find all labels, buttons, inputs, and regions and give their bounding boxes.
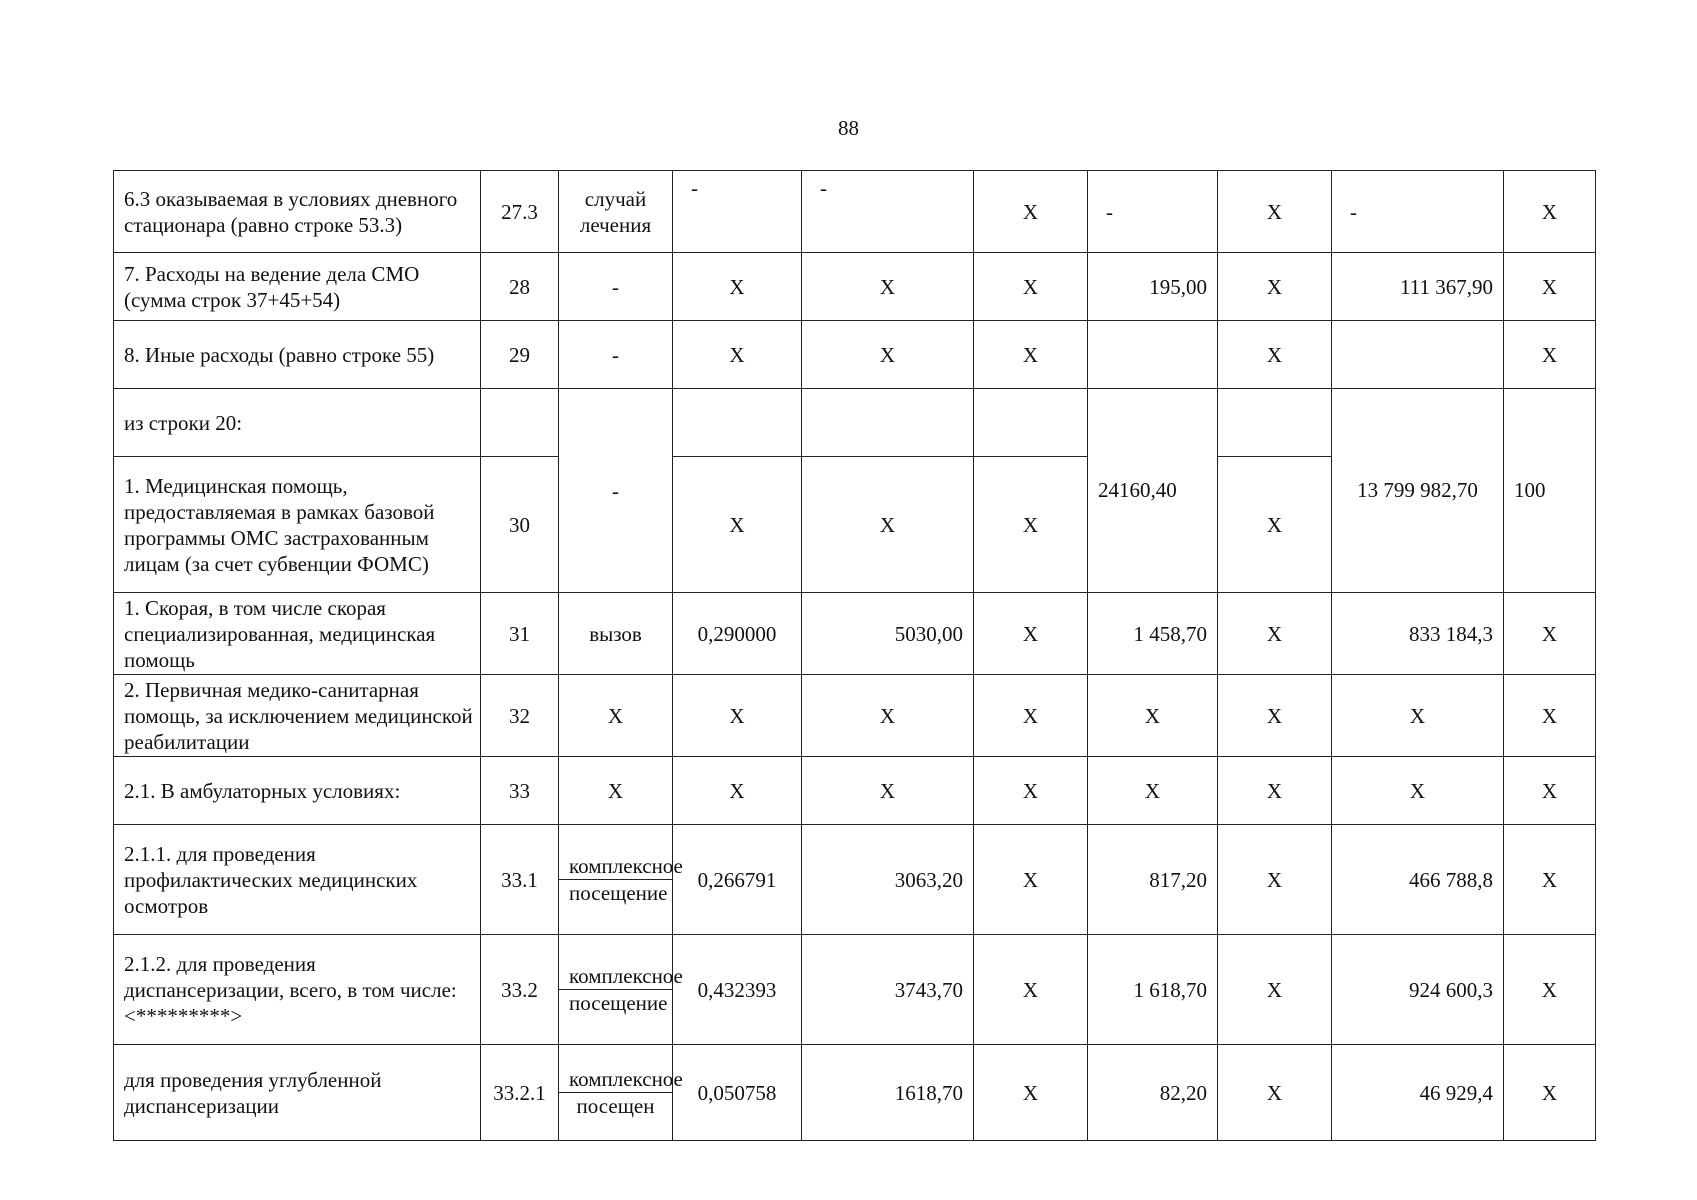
row-value: 111 367,90	[1332, 253, 1504, 321]
row-value: Х	[1088, 757, 1218, 825]
row-value: Х	[1218, 593, 1332, 675]
row-value: Х	[1504, 321, 1596, 389]
row-value: 466 788,8	[1332, 825, 1504, 935]
row-name: 1. Медицинская помощь, предоставляемая в рамках базовой программы ОМС застрахованным лицам (за счет субвенции ФОМС)	[114, 457, 481, 593]
row-value: 46 929,4	[1332, 1045, 1504, 1141]
row-value: Х	[1504, 757, 1596, 825]
row-value: Х	[974, 935, 1088, 1045]
row-name: 2.1.1. для проведения профилактических медицинских осмотров	[114, 825, 481, 935]
row-code: 27.3	[481, 171, 559, 253]
row-value: 5030,00	[802, 593, 974, 675]
row-code: 28	[481, 253, 559, 321]
table-row	[114, 825, 1596, 935]
row-value: Х	[1218, 675, 1332, 757]
table-row	[114, 1045, 1596, 1141]
row-code: 33.2.1	[481, 1045, 559, 1141]
row-unit	[559, 935, 683, 1045]
row-value: Х	[802, 321, 974, 389]
row-value: Х	[1504, 1045, 1596, 1141]
row-value: Х	[974, 825, 1088, 935]
row-value: Х	[974, 457, 1088, 593]
row-unit: -	[559, 253, 673, 321]
row-value: 195,00	[1088, 253, 1218, 321]
row-value: 924 600,3	[1332, 935, 1504, 1045]
row-value	[1332, 321, 1504, 389]
row-code: 33.2	[481, 935, 559, 1045]
row-name: 7. Расходы на ведение дела СМО (сумма строк 37+45+54)	[114, 253, 481, 321]
row-unit: Х	[559, 757, 673, 825]
row-value: Х	[1504, 253, 1596, 321]
row-value: 0,050758	[673, 1045, 802, 1141]
row-value: 1 618,70	[1088, 935, 1218, 1045]
table-row	[114, 593, 1596, 675]
row-value: -	[673, 171, 802, 253]
row-value: 3063,20	[802, 825, 974, 935]
row-unit	[559, 825, 683, 935]
row-value: 1 458,70	[1088, 593, 1218, 675]
row-unit: -	[559, 321, 673, 389]
row-code: 30	[481, 457, 559, 593]
row-value: Х	[1088, 675, 1218, 757]
unit-secondary: посещение	[569, 881, 668, 905]
row-code: 32	[481, 675, 559, 757]
row-name: 6.3 оказываемая в условиях дневного стационара (равно строке 53.3)	[114, 171, 481, 253]
table-row	[114, 171, 1596, 253]
row-unit: вызов	[559, 593, 673, 675]
table-row	[114, 389, 1596, 457]
row-value: Х	[974, 253, 1088, 321]
data-table	[113, 170, 1596, 1141]
row-code: 33.1	[481, 825, 559, 935]
row-value: Х	[673, 675, 802, 757]
row-name: 1. Скорая, в том числе скорая специализированная, медицинская помощь	[114, 593, 481, 675]
row-value: 13 799 982,70	[1332, 389, 1504, 593]
row-value: Х	[673, 457, 802, 593]
row-value: Х	[673, 321, 802, 389]
row-value: 24160,40	[1088, 389, 1218, 593]
table-row	[114, 675, 1596, 757]
row-value: Х	[1504, 825, 1596, 935]
page-number: 88	[838, 116, 859, 140]
row-value: 3743,70	[802, 935, 974, 1045]
row-name: 2.1.2. для проведения диспансеризации, всего, в том числе:<*********>	[114, 935, 481, 1045]
row-value: Х	[1504, 171, 1596, 253]
row-value: Х	[1218, 757, 1332, 825]
row-value: Х	[1218, 253, 1332, 321]
row-value: Х	[974, 1045, 1088, 1141]
row-unit	[559, 1045, 683, 1141]
row-value: Х	[974, 321, 1088, 389]
row-code: 33	[481, 757, 559, 825]
row-value: Х	[1504, 935, 1596, 1045]
table-row	[114, 935, 1596, 1045]
row-value: Х	[1218, 457, 1332, 593]
row-value: Х	[802, 253, 974, 321]
row-name: 8. Иные расходы (равно строке 55)	[114, 321, 481, 389]
row-value: Х	[1218, 321, 1332, 389]
row-value: 1618,70	[802, 1045, 974, 1141]
row-value: Х	[1218, 1045, 1332, 1141]
row-value: Х	[802, 757, 974, 825]
row-value: 0,432393	[673, 935, 802, 1045]
row-value: 0,290000	[673, 593, 802, 675]
row-value: Х	[1218, 935, 1332, 1045]
row-value: Х	[802, 675, 974, 757]
row-unit: Х	[559, 675, 673, 757]
table-row	[114, 757, 1596, 825]
row-value: 0,266791	[673, 825, 802, 935]
row-value: 100	[1504, 389, 1596, 593]
row-code: 31	[481, 593, 559, 675]
row-value: -	[802, 171, 974, 253]
row-value: 833 184,3	[1332, 593, 1504, 675]
row-unit: -	[559, 389, 673, 593]
row-value	[1088, 321, 1218, 389]
unit-secondary: посещение	[569, 991, 668, 1015]
row-value: Х	[673, 757, 802, 825]
table-row	[114, 253, 1596, 321]
row-value: 817,20	[1088, 825, 1218, 935]
row-value: Х	[974, 675, 1088, 757]
row-unit: случай лечения	[559, 171, 673, 253]
row-value: Х	[1218, 171, 1332, 253]
unit-primary: комплексное	[559, 853, 672, 880]
row-value: -	[1088, 171, 1218, 253]
row-name: из строки 20:	[114, 389, 481, 457]
row-value: Х	[974, 593, 1088, 675]
row-value: 82,20	[1088, 1045, 1218, 1141]
row-value: Х	[974, 171, 1088, 253]
row-name: 2.1. В амбулаторных условиях:	[114, 757, 481, 825]
row-value: Х	[673, 253, 802, 321]
row-value: Х	[1332, 757, 1504, 825]
row-name: 2. Первичная медико-санитарная помощь, за исключением медицинской реабилитации	[114, 675, 481, 757]
row-value: Х	[802, 457, 974, 593]
unit-primary: комплексное	[559, 963, 672, 990]
row-value: Х	[1504, 675, 1596, 757]
table-row	[114, 321, 1596, 389]
unit-secondary: посещен	[576, 1094, 655, 1118]
row-value: Х	[1504, 593, 1596, 675]
row-name: для проведения углубленной диспансеризации	[114, 1045, 481, 1141]
unit-primary: комплексное	[559, 1066, 672, 1093]
row-value: Х	[1218, 825, 1332, 935]
row-value: Х	[1332, 675, 1504, 757]
row-code: 29	[481, 321, 559, 389]
row-value: -	[1332, 171, 1504, 253]
row-value: Х	[974, 757, 1088, 825]
